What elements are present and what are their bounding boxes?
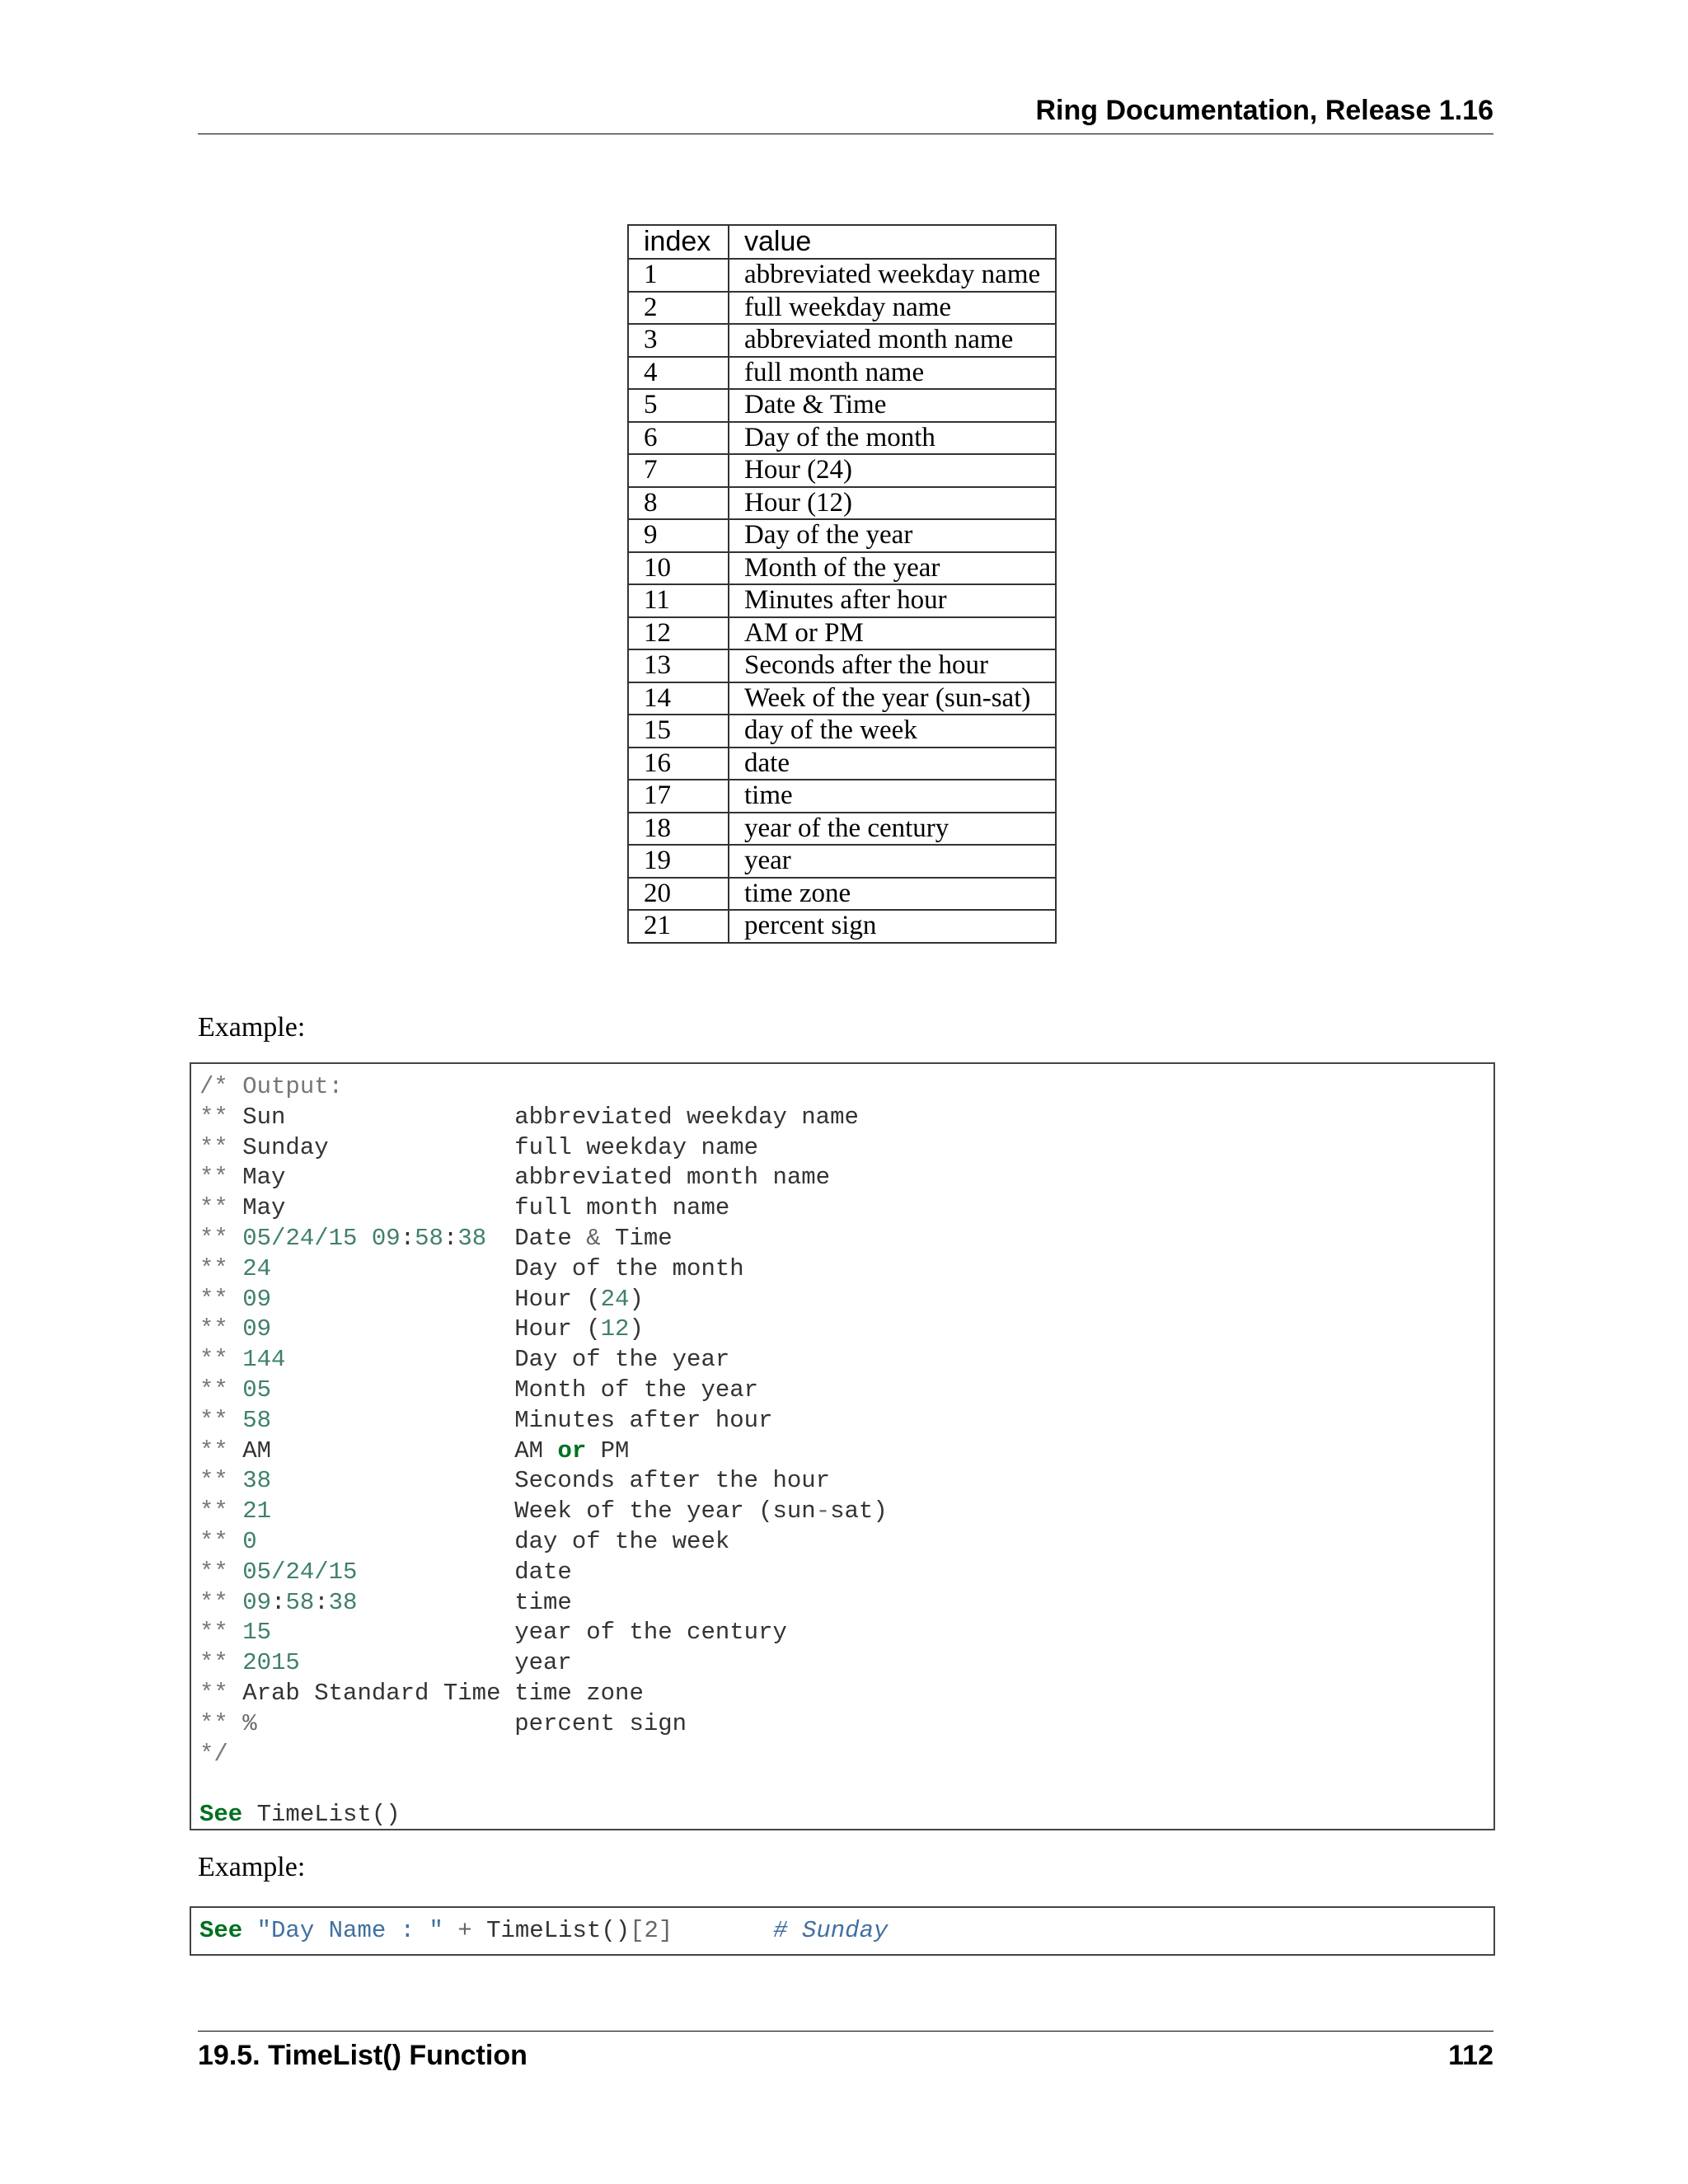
output-value: 05/24/15 09:58:38 bbox=[242, 1224, 487, 1252]
page-header bbox=[198, 89, 1493, 134]
code-output-line bbox=[199, 1527, 1493, 1558]
cell-index: 1 bbox=[628, 259, 729, 292]
output-description: Minutes after hour bbox=[514, 1406, 773, 1434]
output-description: abbreviated weekday name bbox=[514, 1103, 859, 1131]
code-see-statement bbox=[199, 1800, 1493, 1830]
table-row bbox=[628, 910, 1056, 943]
output-value: 15 bbox=[242, 1619, 272, 1647]
cell-index: 9 bbox=[628, 519, 729, 552]
cell-index: 10 bbox=[628, 552, 729, 585]
format-index-table bbox=[627, 224, 1057, 944]
output-description: Seconds after the hour bbox=[514, 1467, 831, 1495]
comment-prefix: ** bbox=[199, 1254, 243, 1282]
table-row bbox=[628, 259, 1056, 292]
output-value: 09 bbox=[242, 1285, 272, 1313]
cell-index: 4 bbox=[628, 357, 729, 390]
page-number: 112 bbox=[1448, 2040, 1493, 2071]
output-description: time zone bbox=[514, 1679, 644, 1707]
code-call: TimeList() bbox=[256, 1801, 401, 1829]
cell-index: 12 bbox=[628, 617, 729, 650]
code-output-line bbox=[199, 1436, 1493, 1467]
cell-index: 5 bbox=[628, 389, 729, 422]
comment-prefix: ** bbox=[199, 1588, 243, 1616]
document-title: Ring Documentation, Release 1.16 bbox=[1035, 95, 1493, 126]
cell-value: percent sign bbox=[729, 910, 1056, 943]
code-index: [2] bbox=[630, 1917, 673, 1944]
comment-prefix: ** bbox=[199, 1619, 243, 1647]
code-comment-close: */ bbox=[199, 1740, 228, 1768]
comment-prefix: ** bbox=[199, 1315, 243, 1343]
output-description: Hour (12) bbox=[514, 1315, 644, 1343]
code-output-line bbox=[199, 1345, 1493, 1376]
comment-prefix: ** bbox=[199, 1709, 243, 1737]
cell-value: year bbox=[729, 845, 1056, 878]
code-blank-line bbox=[199, 1769, 1493, 1800]
output-description: time bbox=[514, 1588, 572, 1616]
comment-prefix: ** bbox=[199, 1376, 243, 1404]
code-output-rows bbox=[199, 1103, 1493, 1740]
cell-value: Week of the year (sun-sat) bbox=[729, 682, 1056, 715]
code-output-line bbox=[199, 1709, 1493, 1740]
table-row bbox=[628, 519, 1056, 552]
output-description: Day of the year bbox=[514, 1346, 730, 1374]
comment-prefix: ** bbox=[199, 1558, 243, 1586]
code-output-line bbox=[199, 1315, 1493, 1345]
example-label-2: Example: bbox=[198, 1852, 306, 1882]
table-row bbox=[628, 552, 1056, 585]
table-row bbox=[628, 584, 1056, 617]
cell-index: 16 bbox=[628, 748, 729, 780]
table-row bbox=[628, 649, 1056, 682]
output-value: 58 bbox=[242, 1406, 272, 1434]
comment-prefix: ** bbox=[199, 1406, 243, 1434]
code-string: "Day Name : " bbox=[256, 1917, 443, 1944]
output-value: May bbox=[242, 1164, 286, 1192]
cell-index: 8 bbox=[628, 487, 729, 520]
comment-prefix: ** bbox=[199, 1527, 243, 1555]
code-output-line bbox=[199, 1224, 1493, 1254]
cell-value: Month of the year bbox=[729, 552, 1056, 585]
comment-prefix: ** bbox=[199, 1497, 243, 1526]
output-value: 05 bbox=[242, 1376, 272, 1404]
cell-value: Hour (24) bbox=[729, 454, 1056, 487]
code-output-line bbox=[199, 1285, 1493, 1315]
output-description: date bbox=[514, 1558, 572, 1586]
table-row bbox=[628, 878, 1056, 911]
code-operator: + bbox=[457, 1917, 472, 1944]
output-value: 38 bbox=[242, 1467, 272, 1495]
cell-index: 17 bbox=[628, 780, 729, 813]
cell-index: 6 bbox=[628, 422, 729, 455]
code-output-line bbox=[199, 1497, 1493, 1527]
table-row bbox=[628, 748, 1056, 780]
code-output-line bbox=[199, 1679, 1493, 1709]
code-output-line bbox=[199, 1618, 1493, 1648]
table-row bbox=[628, 682, 1056, 715]
output-value: 24 bbox=[242, 1254, 272, 1282]
output-description: abbreviated month name bbox=[514, 1164, 831, 1192]
page-footer bbox=[198, 2031, 1493, 2072]
cell-value: AM or PM bbox=[729, 617, 1056, 650]
code-output-line bbox=[199, 1588, 1493, 1619]
column-header-index: index bbox=[628, 225, 729, 259]
code-output-line bbox=[199, 1254, 1493, 1285]
comment-prefix: ** bbox=[199, 1103, 243, 1131]
output-value: 0 bbox=[242, 1527, 257, 1555]
cell-value: day of the week bbox=[729, 715, 1056, 748]
output-description: year bbox=[514, 1649, 572, 1677]
output-value: AM bbox=[242, 1436, 272, 1465]
output-value: Arab Standard Time bbox=[242, 1679, 501, 1707]
output-value: 09:58:38 bbox=[242, 1588, 358, 1616]
cell-index: 20 bbox=[628, 878, 729, 911]
output-description: day of the week bbox=[514, 1527, 730, 1555]
table-row bbox=[628, 715, 1056, 748]
cell-index: 3 bbox=[628, 324, 729, 357]
table-row bbox=[628, 845, 1056, 878]
code-output-line bbox=[199, 1193, 1493, 1224]
cell-index: 19 bbox=[628, 845, 729, 878]
code-comment-open: /* Output: bbox=[199, 1073, 344, 1100]
cell-index: 2 bbox=[628, 292, 729, 325]
output-value: 09 bbox=[242, 1315, 272, 1343]
cell-index: 21 bbox=[628, 910, 729, 943]
output-value: 05/24/15 bbox=[242, 1558, 358, 1586]
output-value: Sunday bbox=[242, 1133, 329, 1161]
cell-index: 11 bbox=[628, 584, 729, 617]
output-description: Hour (24) bbox=[514, 1285, 644, 1313]
cell-value: Day of the year bbox=[729, 519, 1056, 552]
output-value: 2015 bbox=[242, 1649, 300, 1677]
code-output-line bbox=[199, 1648, 1493, 1679]
output-value: Sun bbox=[242, 1103, 286, 1131]
column-header-value: value bbox=[729, 225, 1056, 259]
cell-value: abbreviated month name bbox=[729, 324, 1056, 357]
code-output-line bbox=[199, 1103, 1493, 1133]
cell-index: 7 bbox=[628, 454, 729, 487]
output-description: Week of the year (sun-sat) bbox=[514, 1497, 888, 1526]
output-description: year of the century bbox=[514, 1619, 787, 1647]
output-description: Date & Time bbox=[514, 1224, 673, 1252]
table-row bbox=[628, 357, 1056, 390]
table-row bbox=[628, 292, 1056, 325]
cell-value: full weekday name bbox=[729, 292, 1056, 325]
cell-value: Day of the month bbox=[729, 422, 1056, 455]
cell-value: Hour (12) bbox=[729, 487, 1056, 520]
cell-value: date bbox=[729, 748, 1056, 780]
output-description: percent sign bbox=[514, 1709, 687, 1737]
output-description: full month name bbox=[514, 1194, 730, 1222]
code-output-line bbox=[199, 1133, 1493, 1164]
comment-prefix: ** bbox=[199, 1346, 243, 1374]
code-example-line bbox=[199, 1908, 1493, 1954]
table-row bbox=[628, 422, 1056, 455]
table-row bbox=[628, 487, 1056, 520]
comment-prefix: ** bbox=[199, 1679, 243, 1707]
output-description: Day of the month bbox=[514, 1254, 744, 1282]
comment-prefix: ** bbox=[199, 1285, 243, 1313]
code-keyword: See bbox=[199, 1917, 243, 1944]
output-value: May bbox=[242, 1194, 286, 1222]
code-comment: # Sunday bbox=[773, 1917, 889, 1944]
cell-value: time bbox=[729, 780, 1056, 813]
code-output-line bbox=[199, 1163, 1493, 1193]
code-output-line bbox=[199, 1406, 1493, 1436]
cell-value: full month name bbox=[729, 357, 1056, 390]
output-value: 21 bbox=[242, 1497, 272, 1526]
table-row bbox=[628, 389, 1056, 422]
cell-value: Seconds after the hour bbox=[729, 649, 1056, 682]
code-block-output bbox=[190, 1062, 1495, 1830]
cell-index: 18 bbox=[628, 813, 729, 846]
output-description: Month of the year bbox=[514, 1376, 759, 1404]
comment-prefix: ** bbox=[199, 1194, 243, 1222]
comment-prefix: ** bbox=[199, 1164, 243, 1192]
table-row bbox=[628, 454, 1056, 487]
cell-index: 13 bbox=[628, 649, 729, 682]
comment-prefix: ** bbox=[199, 1649, 243, 1677]
code-block-example bbox=[190, 1906, 1495, 1956]
cell-value: Minutes after hour bbox=[729, 584, 1056, 617]
example-label: Example: bbox=[198, 1012, 306, 1043]
cell-value: time zone bbox=[729, 878, 1056, 911]
table-row bbox=[628, 813, 1056, 846]
code-keyword: See bbox=[199, 1801, 243, 1829]
output-description: full weekday name bbox=[514, 1133, 759, 1161]
comment-prefix: ** bbox=[199, 1224, 243, 1252]
code-call: TimeList() bbox=[486, 1917, 631, 1944]
output-value: 144 bbox=[242, 1346, 286, 1374]
code-output-line bbox=[199, 1558, 1493, 1588]
output-description: AM or PM bbox=[514, 1436, 630, 1465]
cell-value: year of the century bbox=[729, 813, 1056, 846]
code-output-line bbox=[199, 1466, 1493, 1497]
output-value: % bbox=[242, 1709, 257, 1737]
table-row bbox=[628, 780, 1056, 813]
table-body bbox=[628, 259, 1056, 943]
section-title: 19.5. TimeList() Function bbox=[198, 2040, 528, 2071]
table-header-row bbox=[628, 225, 1056, 259]
comment-prefix: ** bbox=[199, 1133, 243, 1161]
table-row bbox=[628, 324, 1056, 357]
comment-prefix: ** bbox=[199, 1467, 243, 1495]
comment-prefix: ** bbox=[199, 1436, 243, 1465]
cell-index: 14 bbox=[628, 682, 729, 715]
cell-index: 15 bbox=[628, 715, 729, 748]
cell-value: abbreviated weekday name bbox=[729, 259, 1056, 292]
code-output-line bbox=[199, 1376, 1493, 1406]
cell-value: Date & Time bbox=[729, 389, 1056, 422]
table-row bbox=[628, 617, 1056, 650]
